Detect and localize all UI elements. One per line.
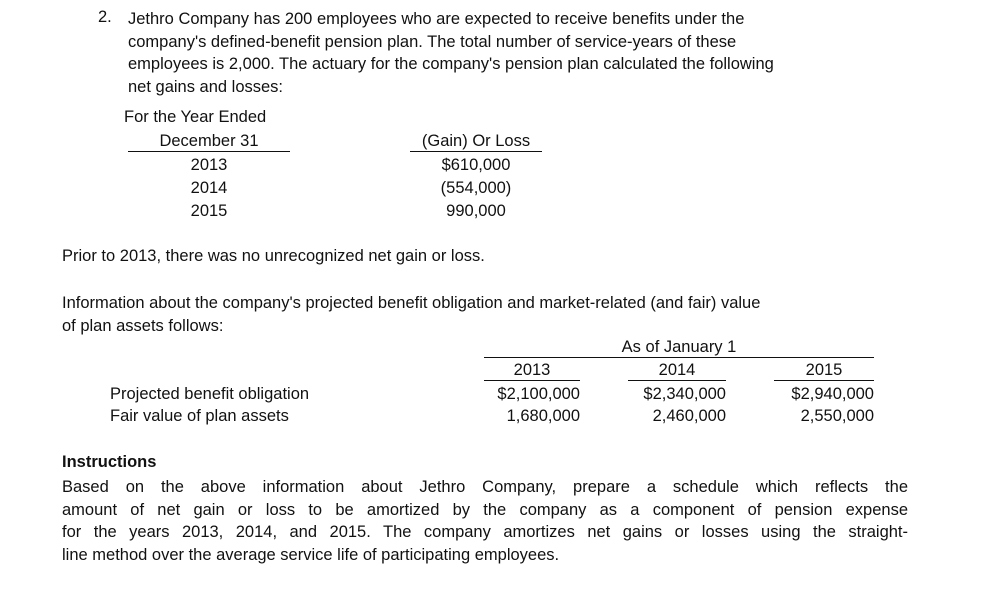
info-paragraph [62, 292, 908, 337]
intro-line: company's defined-benefit pension plan. The total number of service-years of these [128, 32, 737, 51]
header-gain-or-loss: (Gain) Or Loss [410, 132, 542, 152]
gl-year-cell: 2015 [190, 202, 228, 220]
gl-amount-cell: $610,000 [441, 156, 511, 174]
instructions-body [62, 476, 908, 566]
assets-2014-value: 2,460,000 [652, 407, 726, 425]
assets-2015-value: 2,550,000 [800, 407, 874, 425]
pbo-2013-value: $2,100,000 [497, 385, 580, 403]
row-label-pbo: Projected benefit obligation [110, 385, 310, 403]
intro-line: employees is 2,000. The actuary for the company's pension plan calculated the following [128, 55, 774, 73]
problem-intro [128, 8, 906, 98]
instructions-line: amount of net gain or loss to be amortized by the company as a component of pension expense [62, 500, 908, 519]
prior-note: Prior to 2013, there was no unrecognized net gain or loss. [62, 247, 485, 265]
info-line: Information about the company's projected benefit obligation and market-related (and fair) value [62, 294, 761, 312]
header-december-31: December 31 [128, 132, 290, 152]
col-header-2015: 2015 [774, 361, 874, 381]
col-header-2014: 2014 [628, 361, 726, 381]
col-header-2013: 2013 [484, 361, 580, 381]
intro-line: Jethro Company has 200 employees who are expected to receive benefits under the [128, 10, 745, 28]
gl-year-cell: 2014 [190, 179, 228, 197]
header-year-ended: For the Year Ended [124, 108, 267, 126]
instructions-line: line method over the average service life of participating employees. [62, 545, 560, 564]
gl-amount-cell: 990,000 [446, 202, 506, 220]
intro-line: net gains and losses: [128, 77, 284, 96]
pbo-2015-value: $2,940,000 [791, 385, 874, 403]
gl-year-cell: 2013 [190, 156, 228, 174]
instructions-line: for the years 2013, 2014, and 2015. The company amortizes net gains or losses using the straight- [62, 523, 908, 541]
info-line: of plan assets follows: [62, 316, 224, 335]
pbo-2014-value: $2,340,000 [643, 385, 726, 403]
row-label-plan-assets: Fair value of plan assets [110, 407, 289, 425]
header-as-of-january-1: As of January 1 [484, 338, 874, 358]
assets-2013-value: 1,680,000 [506, 407, 580, 425]
problem-number: 2. [98, 8, 112, 26]
gl-amount-cell: (554,000) [440, 179, 512, 197]
instructions-line: Based on the above information about Jethro Company, prepare a schedule which reflects the [62, 478, 908, 496]
instructions-heading: Instructions [62, 453, 157, 471]
